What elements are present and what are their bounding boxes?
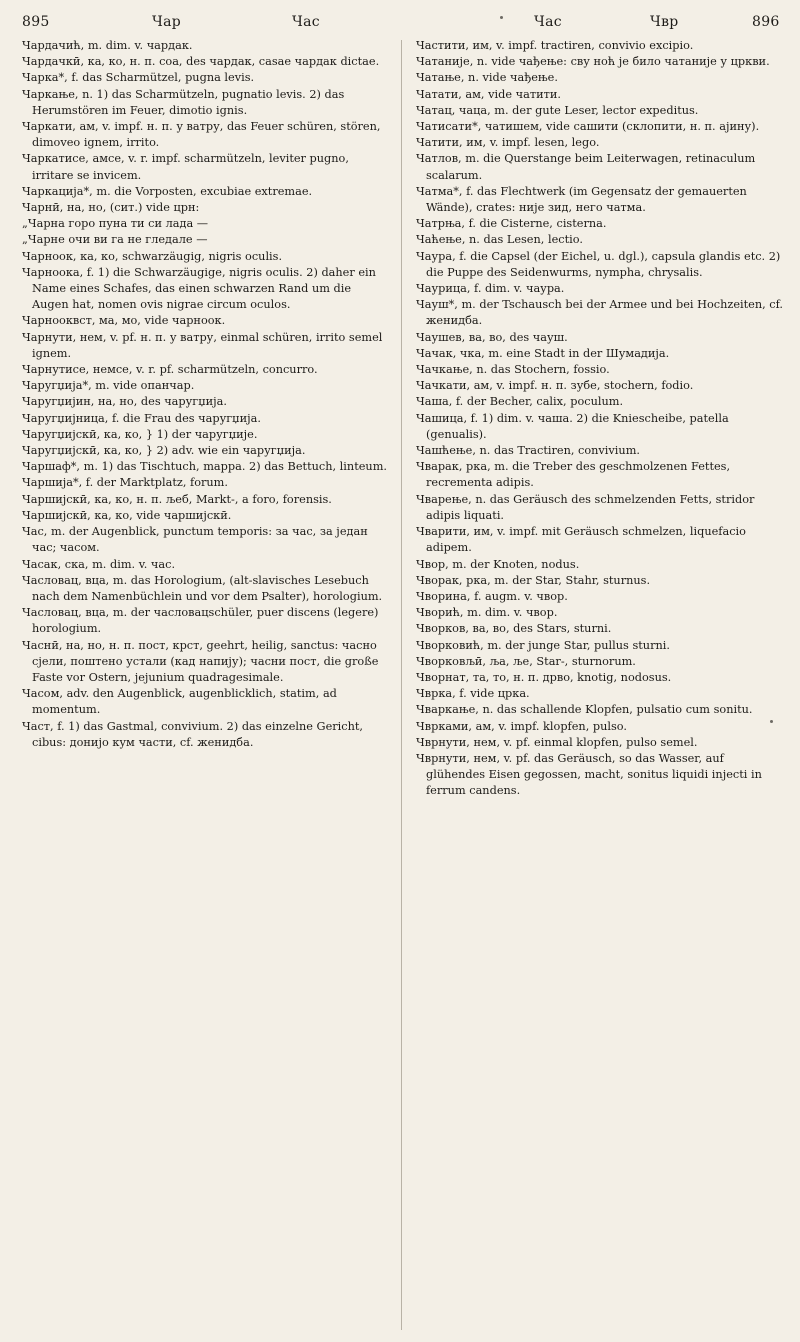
- dictionary-entry: Чварак, рка, m. die Treber des geschmolzenen Fettes, recrementa adipis.: [416, 460, 731, 490]
- dictionary-entry: Чашица, f. 1) dim. v. чаша. 2) die Kniescheibe, patella (genualis).: [416, 411, 729, 441]
- dictionary-entry: Чатац, чаца, m. der gute Leser, lector expeditus.: [416, 103, 699, 117]
- dictionary-entry: Чаругџијница, f. die Frau des чаругџија.: [22, 411, 261, 425]
- dictionary-entry: Чаркатисе, амсе, v. r. impf. scharmützeln, leviter pugno, irritare se invicem.: [22, 152, 349, 182]
- left-guide-word-last: Час: [292, 14, 320, 30]
- dictionary-entry: Чврнути, нем, v. pf. das Geräusch, so das Wasser, auf glühendes Eisen gegossen, macht, sonitus liquidi injecti in ferrum candens.: [416, 751, 762, 798]
- dictionary-entry: Чваркање, n. das schallende Klopfen, pulsatio cum sonitu.: [416, 703, 753, 717]
- dictionary-entry: Чарка*, f. das Scharmützel, pugna levis.: [22, 71, 255, 85]
- dictionary-entry: Чворић, m. dim. v. чвор.: [416, 606, 558, 620]
- left-page-number: 895: [22, 14, 50, 30]
- dictionary-entry: Чаркање, n. 1) das Scharmützeln, pugnatio levis. 2) das Herumstören im Feuer, dimotio ignis.: [22, 87, 345, 117]
- dictionary-entry: Чаругџијскӣ, ка, ко, } 2) adv. wie ein чаругџија.: [22, 444, 306, 458]
- dictionary-entry: Чатисати*, чатишем, vide сашити (склопити, н. п. ајину).: [416, 120, 760, 134]
- dictionary-entry: Чворак, рка, m. der Star, Stahr, sturnus.: [416, 573, 651, 587]
- scan-speck: [500, 16, 503, 19]
- dictionary-entry: Чаршијскӣ, ка, ко, н. п. љеб, Markt-, a foro, forensis.: [22, 492, 332, 506]
- dictionary-entry: Чварење, n. das Geräusch des schmelzenden Fetts, stridor adipis liquati.: [416, 492, 755, 522]
- dictionary-entry: Чворковић, m. der junge Star, pullus sturni.: [416, 638, 670, 652]
- dictionary-entry: Чатаније, n. vide чађење: сву ноћ је било чатаније у цркви.: [416, 55, 770, 69]
- dictionary-entry: „Чарна горо пуна ти си лада —: [22, 217, 209, 231]
- dictionary-entry: Чврнути, нем, v. pf. einmal klopfen, pulso semel.: [416, 735, 698, 749]
- left-guide-word-first: Чар: [152, 14, 182, 30]
- dictionary-entry: „Чарне очи ви га не гледале —: [22, 233, 208, 247]
- dictionary-entry: Часловац, вца, m. der часловацschüler, puer discens (legere) horologium.: [22, 606, 379, 636]
- dictionary-entry: Чарнооквст, ма, мо, vide чарноок.: [22, 314, 226, 328]
- dictionary-entry: Чатма*, f. das Flechtwerk (im Gegensatz der gemauerten Wände), crates: није зид, него чатма.: [416, 184, 747, 215]
- right-guide-word-first: Час: [534, 14, 562, 30]
- dictionary-entry: Чачкање, n. das Stochern, fossio.: [416, 363, 610, 377]
- dictionary-entry: Чаругџијин, на, но, des чаругџија.: [22, 395, 227, 409]
- dictionary-entry: Чарноок, ка, ко, schwarzäugig, nigris oculis.: [22, 249, 283, 263]
- dictionary-entry: Час, m. der Augenblick, punctum temporis: за час, за један час; часом.: [22, 525, 368, 555]
- dictionary-entry: Чвор, m. der Knoten, nodus.: [416, 557, 580, 571]
- dictionary-entry: Чворков, ва, во, des Stars, sturni.: [416, 622, 612, 636]
- dictionary-entry: Чаша, f. der Becher, calix, poculum.: [416, 395, 624, 409]
- dictionary-entry: Чаркати, ам, v. impf. н. п. у ватру, das Feuer schüren, stören, dimoveo ignem, irrito.: [22, 120, 381, 150]
- dictionary-entry: Чардачић, m. dim. v. чардак.: [22, 39, 193, 52]
- dictionary-entry: Чарноока, f. 1) die Schwarzäugige, nigris oculis. 2) daher ein Name eines Schafes, das einen schwarzen Rand um die Augen hat, nomen ovis nigrae circum oculos.: [22, 265, 376, 312]
- page-header: [0, 0, 800, 34]
- dictionary-entry: Чарнути, нем, v. pf. н. п. у ватру, einmal schüren, irrito semel ignem.: [22, 330, 383, 360]
- dictionary-entry: Част, f. 1) das Gastmal, convivium. 2) das einzelne Gericht, cibus: донијо кум части, cf. женидба.: [22, 719, 364, 749]
- dictionary-entry: Чворковљӣ, ља, ље, Star-, sturnorum.: [416, 654, 636, 668]
- dictionary-entry: Чаругџијскӣ, ка, ко, } 1) der чаругџије.: [22, 427, 258, 441]
- dictionary-entry: Чврками, ам, v. impf. klopfen, pulso.: [416, 719, 627, 733]
- dictionary-entry: Чарнутисе, немсе, v. r. pf. scharmützeln, concurro.: [22, 363, 318, 377]
- dictionary-entry: Чаура, f. die Capsel (der Eichel, u. dgl.), capsula glandis etc. 2) die Puppe des Seidenwurms, nympha, chrysalis.: [416, 249, 781, 279]
- dictionary-entry: Чаурица, f. dim. v. чаура.: [416, 282, 565, 296]
- dictionary-entry: Частити, им, v. impf. tractiren, convivio excipio.: [416, 39, 694, 52]
- dictionary-entry: Часом, adv. den Augenblick, augenblicklich, statim, ad momentum.: [22, 687, 337, 717]
- dictionary-entry: Чардачкӣ, ка, ко, н. п. соа, des чардак, casae чардак dictae.: [22, 55, 380, 69]
- dictionary-entry: Чатлов, m. die Querstange beim Leiterwagen, retinaculum scalarum.: [416, 152, 756, 182]
- dictionary-entry: Чврка, f. vide црка.: [416, 687, 530, 701]
- dictionary-entry: Чарнӣ, на, но, (сит.) vide црн:: [22, 201, 200, 215]
- dictionary-entry: Чворина, f. augm. v. чвор.: [416, 589, 568, 603]
- dictionary-entry: Чаркација*, m. die Vorposten, excubiae extremae.: [22, 184, 313, 198]
- right-column: [416, 38, 784, 800]
- dictionary-entry: Чашћење, n. das Tractiren, convivium.: [416, 444, 640, 458]
- dictionary-entry: Часак, ска, m. dim. v. час.: [22, 557, 176, 571]
- dictionary-entry: Чачак, чка, m. eine Stadt in der Шумадија.: [416, 346, 670, 360]
- dictionary-entry: Чаршија*, f. der Marktplatz, forum.: [22, 476, 228, 490]
- dictionary-entry: Чаћење, n. das Lesen, lectio.: [416, 233, 583, 247]
- dictionary-entry: Часловац, вца, m. das Horologium, (alt-slavisches Lesebuch nach dem Namenbüchlein und vor dem Psalter), horologium.: [22, 573, 383, 603]
- right-page-number: 896: [752, 14, 780, 30]
- dictionary-entry: Чворнат, та, то, н. п. дрво, knotig, nodosus.: [416, 670, 672, 684]
- dictionary-entry: Чаругџија*, m. vide опанчар.: [22, 379, 195, 393]
- dictionary-entry: Чауш*, m. der Tschausch bei der Armee und bei Hochzeiten, cf. женидба.: [416, 298, 784, 328]
- dictionary-entry: Чатити, им, v. impf. lesen, lego.: [416, 136, 600, 150]
- dictionary-entry: Чатање, n. vide чађење.: [416, 71, 558, 85]
- dictionary-entry: Чаршијскӣ, ка, ко, vide чаршијскӣ.: [22, 508, 232, 522]
- dictionary-entry: Часнӣ, на, но, н. п. пост, крст, geehrt, heilig, sanctus: часно сјели, поштено устали (кад напију); часни пост, die große Faste vor Ostern, jejunium quadragesimale.: [22, 638, 379, 684]
- right-guide-word-last: Чвр: [650, 14, 679, 30]
- dictionary-entry: Чварити, им, v. impf. mit Geräusch schmelzen, liquefacio adipem.: [416, 525, 746, 555]
- dictionary-entry: Чаршаф*, m. 1) das Tischtuch, mappa. 2) das Bettuch, linteum.: [22, 460, 387, 474]
- left-column: [22, 38, 390, 751]
- column-divider: [401, 40, 402, 1330]
- dictionary-entry: Чачкати, ам, v. impf. н. п. зубе, stochern, fodio.: [416, 379, 694, 393]
- dictionary-entry: Чаушев, ва, во, des чауш.: [416, 330, 568, 344]
- dictionary-entry: Чатати, ам, vide чатити.: [416, 87, 561, 101]
- dictionary-entry: Чатрња, f. die Cisterne, cisterna.: [416, 217, 607, 231]
- scan-speck: [770, 720, 773, 723]
